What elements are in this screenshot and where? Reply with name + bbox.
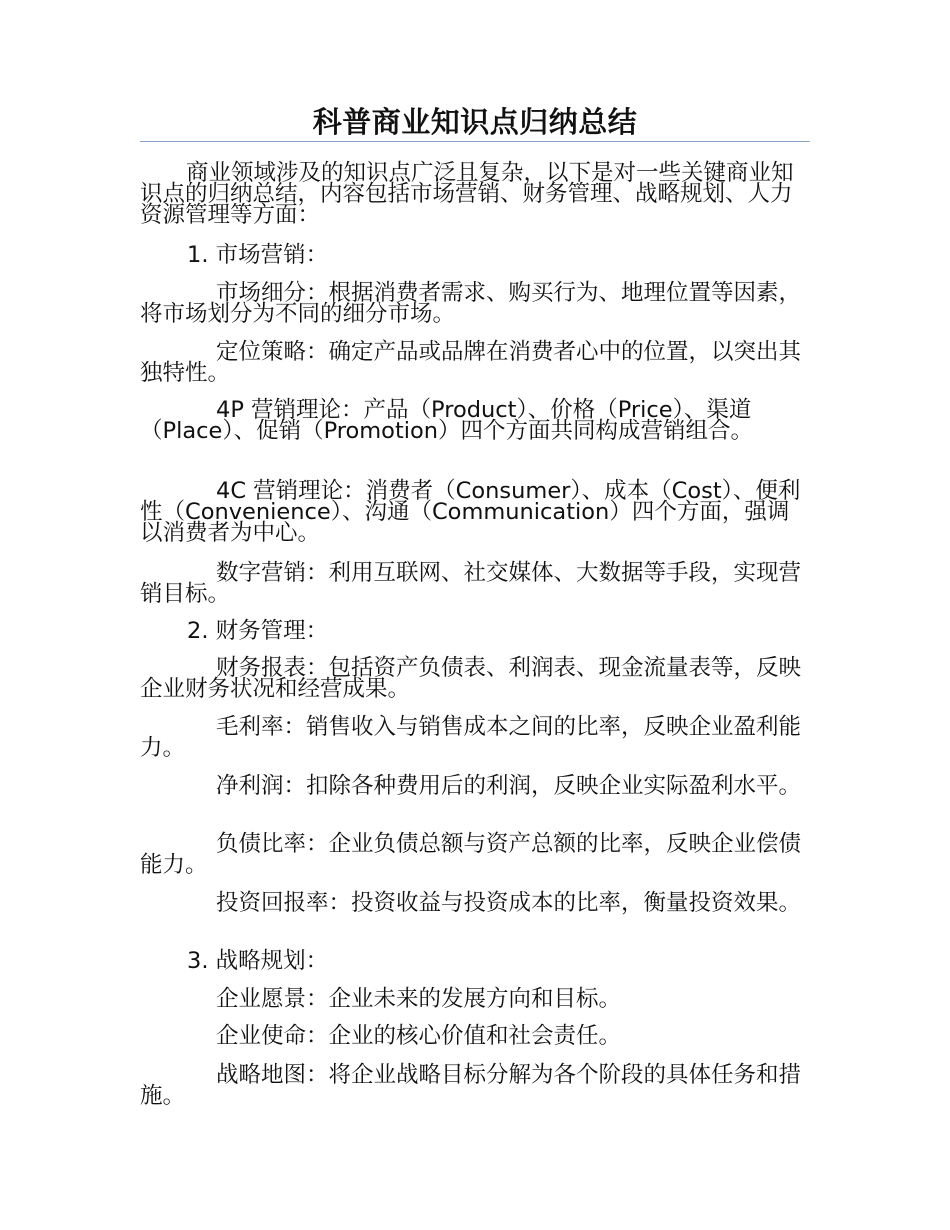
list-item: 财务报表：包括资产负债表、利润表、现金流量表等，反映企业财务状况和经营成果。	[140, 655, 802, 702]
list-item: 企业愿景：企业未来的发展方向和目标。	[216, 986, 622, 1012]
list-item: 企业使命：企业的核心价值和社会责任。	[216, 1023, 622, 1049]
list-item: 负债比率：企业负债总额与资产总额的比率，反映企业偿债能力。	[140, 831, 802, 878]
list-item: 4P 营销理论：产品（Product）、价格（Price）、渠道（Place）、促销（Promotion）四个方面共同构成营销组合。	[140, 397, 754, 444]
title-block	[140, 103, 810, 142]
list-item: 数字营销：利用互联网、社交媒体、大数据等手段，实现营销目标。	[140, 560, 802, 607]
list-item: 定位策略：确定产品或品牌在消费者心中的位置，以突出其独特性。	[140, 339, 802, 386]
list-item: 投资回报率：投资收益与投资成本的比率，衡量投资效果。	[216, 890, 802, 916]
list-item: 市场细分：根据消费者需求、购买行为、地理位置等因素，将市场划分为不同的细分市场。	[140, 280, 802, 327]
intro-text: 商业领域涉及的知识点广泛且复杂，以下是对一些关键商业知识点的归纳总结，内容包括市场营销、财务管理、战略规划、人力资源管理等方面：	[140, 160, 794, 228]
section-heading-marketing: 1. 市场营销：	[187, 242, 329, 268]
list-item: 毛利率：销售收入与销售成本之间的比率，反映企业盈利能力。	[140, 714, 802, 761]
section-heading-finance: 2. 财务管理：	[187, 618, 329, 644]
list-item: 4C 营销理论：消费者（Consumer）、成本（Cost）、便利性（Convenience）、沟通（Communication）四个方面，强调以消费者为中心。	[140, 478, 801, 546]
intro-paragraph	[140, 160, 805, 228]
list-item: 战略地图：将企业战略目标分解为各个阶段的具体任务和措施。	[140, 1062, 802, 1109]
list-item: 净利润：扣除各种费用后的利润，反映企业实际盈利水平。	[216, 773, 802, 799]
page-title: 科普商业知识点归纳总结	[312, 105, 638, 139]
section-heading-strategy: 3. 战略规划：	[187, 948, 329, 974]
